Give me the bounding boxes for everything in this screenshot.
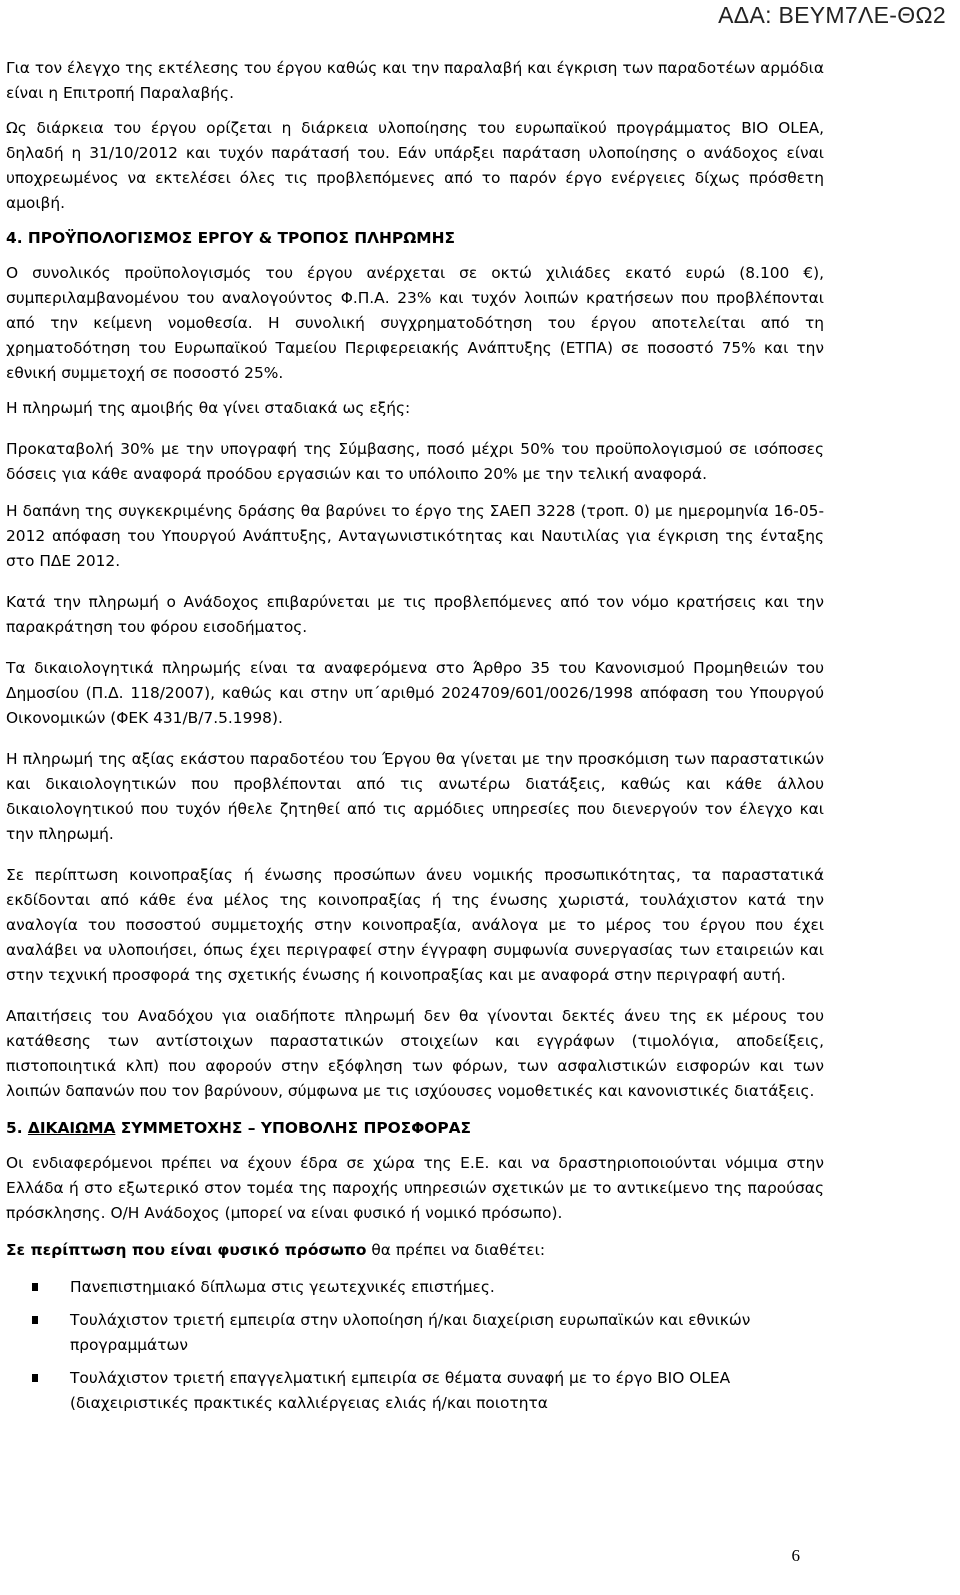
- paragraph-withholdings: Κατά την πληρωμή ο Ανάδοχος επιβαρύνεται με τις προβλεπόμενες από τον νόμο κρατήσεις και την παρακράτηση του φόρου εισοδήματος.: [6, 593, 824, 636]
- paragraph-consortium: Σε περίπτωση κοινοπραξίας ή ένωσης προσώπων άνευ νομικής προσωπικότητας, τα παραστατικά εκδίδονται από κάθε ένα μέλος της κοινοπραξίας ή της ένωσης χωριστά, τουλάχιστον κατά την αναλογία του ποσοστού συμμετοχής στην κοινοπραξία, ανάλογα με το μέρος του έργου που έχει αναλάβει να υλοποιήσει, όπως έχει περιγραφεί στην έγγραφη συμφωνία συνεργασίας των εταιρειών και στην τεχνική προσφορά της σχετικής ένωσης ή κοινοπραξίας και με αναφορά στην περιγραφή αυτή.: [6, 866, 824, 984]
- paragraph-payment-schedule: Προκαταβολή 30% με την υπογραφή της Σύμβασης, ποσό μέχρι 50% του προϋπολογισμού σε ισόποσες δόσεις για κάθε αναφορά προόδου εργασιών και το υπόλοιπο 20% με την τελική αναφορά.: [6, 440, 824, 483]
- section-5-underlined-word: ΔΙΚΑΙΩΜΑ: [27, 1119, 116, 1137]
- section-5-heading: [6, 1116, 824, 1141]
- section-5-title-rest: ΣΥΜΜΕΤΟΧΗΣ – ΥΠΟΒΟΛΗΣ ΠΡΟΣΦΟΡΑΣ: [115, 1119, 472, 1137]
- natural-person-bold: Σε περίπτωση που είναι φυσικό πρόσωπο: [6, 1241, 367, 1259]
- requirements-list: [6, 1275, 824, 1416]
- section-4-heading: 4. ΠΡΟΫΠΟΛΟΓΙΣΜΟΣ ΕΡΓΟΥ & ΤΡΟΠΟΣ ΠΛΗΡΩΜΗΣ: [6, 229, 455, 247]
- list-item: [6, 1308, 824, 1358]
- list-item-text: Τουλάχιστον τριετή εμπειρία στην υλοποίηση ή/και διαχείριση ευρωπαϊκών και εθνικών προγραμμάτων: [70, 1311, 751, 1354]
- list-item-text: Τουλάχιστον τριετή επαγγελματική εμπειρία σε θέματα συναφή με το έργο BIO OLEA (διαχειριστικές πρακτικές καλλιέργειας ελιάς ή/και ποιοτητα: [70, 1369, 731, 1412]
- paragraph-expense: Η δαπάνη της συγκεκριμένης δράσης θα βαρύνει το έργο της ΣΑΕΠ 3228 (τροπ. 0) με ημερομηνία 16-05-2012 απόφαση του Υπουργού Ανάπτυξης, Ανταγωνιστικότητας και Ναυτιλίας για έγκριση της ένταξης στο ΠΔΕ 2012.: [6, 502, 824, 570]
- page-number: 6: [791, 1546, 800, 1565]
- paragraph-natural-person: [6, 1238, 824, 1263]
- paragraph-eligibility: Οι ενδιαφερόμενοι πρέπει να έχουν έδρα σε χώρα της Ε.Ε. και να δραστηριοποιούνται νόμιμα στην Ελλάδα ή στο εξωτερικό στον τομέα της παροχής υπηρεσιών σχετικών με το αντικείμενο της παρούσας πρόσκλησης. Ο/Η Ανάδοχος (μπορεί να είναι φυσικό ή νομικό πρόσωπο).: [6, 1154, 824, 1222]
- section-5-number: 5.: [6, 1119, 28, 1137]
- paragraph-acceptance-committee: Για τον έλεγχο της εκτέλεσης του έργου καθώς και την παραλαβή και έγκριση των παραδοτέων αρμόδια είναι η Επιτροπή Παραλαβής.: [6, 59, 824, 102]
- square-bullet-icon: [32, 1283, 38, 1291]
- square-bullet-icon: [32, 1374, 38, 1382]
- paragraph-contractor-claims: Απαιτήσεις του Αναδόχου για οιαδήποτε πληρωμή δεν θα γίνονται δεκτές άνευ της εκ μέρους του κατάθεσης των αντίστοιχων παραστατικών στοιχείων και εγγράφων (τιμολόγια, αποδείξεις, πιστοποιητικά κλπ) που αφορούν στην εξόφληση των φόρων, των ασφαλιστικών εισφορών και των λοιπών δαπανών που τον βαρύνουν, σύμφωνα με τις ισχύουσες νομοθετικές και κανονιστικές διατάξεις.: [6, 1007, 824, 1100]
- list-item: [6, 1275, 824, 1300]
- paragraph-payment-intro: Η πληρωμή της αμοιβής θα γίνει σταδιακά ως εξής:: [6, 399, 411, 417]
- paragraph-budget: Ο συνολικός προϋπολογισμός του έργου ανέρχεται σε οκτώ χιλιάδες εκατό ευρώ (8.100 €), συμπεριλαμβανομένου του αναλογούντος Φ.Π.Α. 23% και τυχόν λοιπών κρατήσεων που προβλέπονται από την κείμενη νομοθεσία. Η συνολική συγχρηματοδότηση του έργου αποτελείται από τη χρηματοδότηση του Ευρωπαϊκού Ταμείου Περιφερειακής Ανάπτυξης (ΕΤΠΑ) σε ποσοστό 75% και την εθνική συμμετοχή σε ποσοστό 25%.: [6, 264, 824, 382]
- list-item: [6, 1366, 824, 1416]
- document-body: [6, 56, 824, 1424]
- natural-person-rest: θα πρέπει να διαθέτει:: [366, 1241, 546, 1259]
- paragraph-payment-documents: Τα δικαιολογητικά πληρωμής είναι τα αναφερόμενα στο Άρθρο 35 του Κανονισμού Προμηθειών του Δημοσίου (Π.Δ. 118/2007), καθώς και στην υπ΄αριθμό 2024709/601/0026/1998 απόφαση του Υπουργού Οικονομικών (ΦΕΚ 431/Β/7.5.1998).: [6, 659, 824, 727]
- paragraph-duration: Ως διάρκεια του έργου ορίζεται η διάρκεια υλοποίησης του ευρωπαϊκού προγράμματος BIO OLEA, δηλαδή η 31/10/2012 και τυχόν παράτασή του. Εάν υπάρξει παράταση υλοποίησης ο ανάδοχος είναι υποχρεωμένος να εκτελέσει όλες τις προβλεπόμενες από το παρόν έργο ενέργειες δίχως πρόσθετη αμοιβή.: [6, 119, 824, 212]
- ada-code: ΑΔΑ: ΒΕΥΜ7ΛΕ-ΘΩ2: [718, 2, 946, 28]
- paragraph-deliverable-payment: Η πληρωμή της αξίας εκάστου παραδοτέου του Έργου θα γίνεται με την προσκόμιση των παραστατικών και δικαιολογητικών που προβλέπονται από τις ανωτέρω διατάξεις, καθώς και κάθε άλλου δικαιολογητικού που τυχόν ήθελε ζητηθεί από τις αρμόδιες υπηρεσίες που διενεργούν τον έλεγχο και την πληρωμή.: [6, 750, 824, 843]
- square-bullet-icon: [32, 1316, 38, 1324]
- list-item-text: Πανεπιστημιακό δίπλωμα στις γεωτεχνικές επιστήμες.: [70, 1278, 495, 1296]
